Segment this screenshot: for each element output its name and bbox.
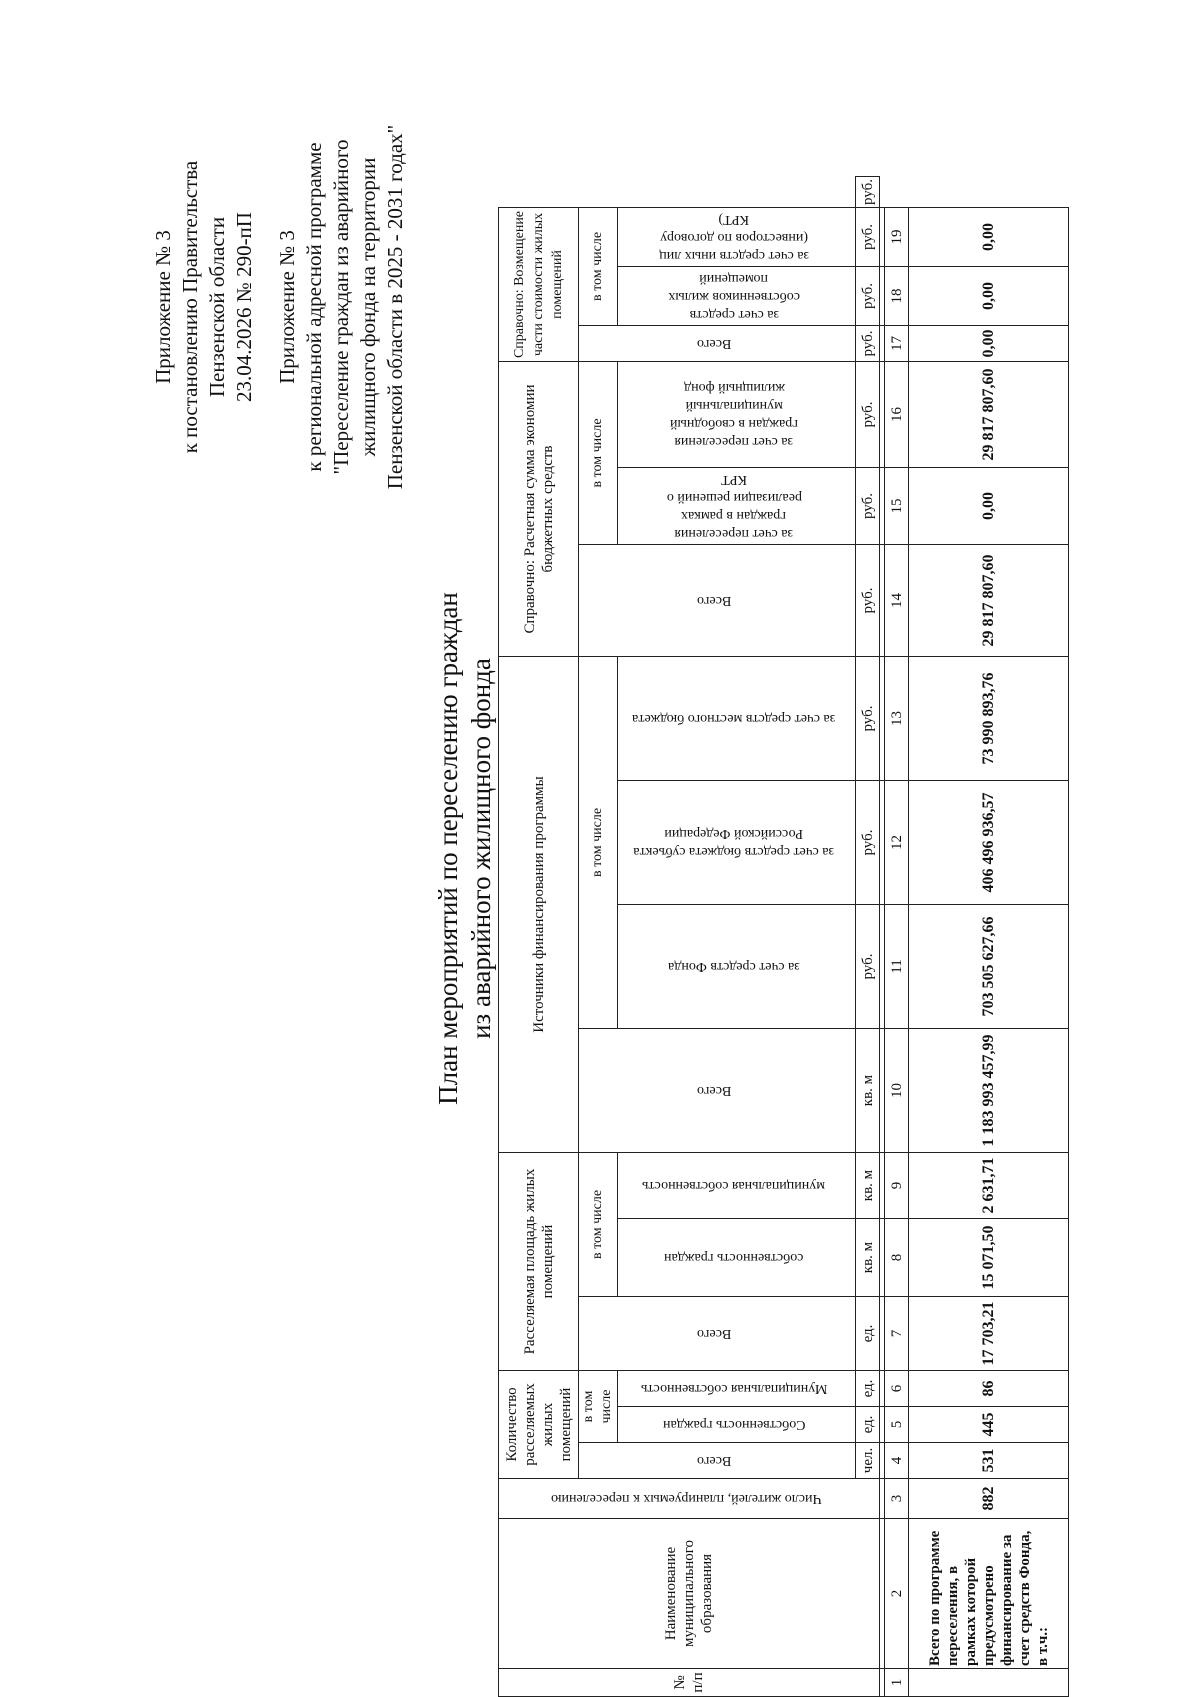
column-number: 11 bbox=[885, 905, 909, 1029]
header-rooms-group-text: Количество расселяемых жилых помещений bbox=[503, 1383, 574, 1466]
row-name-cell: Всего по программе переселения, в рамках которой предусмотрено финансирование за счет средств Фонда, в т.ч.: bbox=[909, 1519, 1069, 1669]
column-number: 7 bbox=[885, 1297, 909, 1371]
header-compensation-group-text: Справочно: Возмещение части стоимости жилых помещений bbox=[512, 210, 565, 359]
header-compensation-total bbox=[579, 326, 856, 362]
header-investors-text: за счет средств иных лиц (инвесторов по договору КРТ) bbox=[659, 212, 809, 263]
appendix-line: жилищного фонда на территории bbox=[356, 157, 380, 457]
row-value-cell: 703 505 627,66 bbox=[909, 905, 1069, 1029]
row-value-cell: 29 817 807,60 bbox=[909, 362, 1069, 468]
header-rooms-incl-text: в том числе bbox=[581, 1389, 614, 1424]
appendix-line: Пензенской области bbox=[205, 216, 229, 398]
column-number: 9 bbox=[885, 1153, 909, 1219]
appendix-line: Приложение № 3 bbox=[275, 230, 299, 384]
appendix-line: Пензенской области в 2025 - 2031 годах" bbox=[383, 124, 407, 490]
header-economy-group-text: Справочно: Расчетная сумма экономии бюджетных средств bbox=[521, 384, 556, 634]
column-number: 6 bbox=[885, 1371, 909, 1407]
column-number: 12 bbox=[885, 781, 909, 905]
header-subject-budget-text: за счет средств бюджета субъекта Российской Федерации bbox=[633, 826, 835, 860]
header-rooms-municipal bbox=[618, 1371, 856, 1407]
unit-cell: кв. м bbox=[856, 1153, 880, 1219]
column-number: 1 bbox=[885, 1669, 909, 1697]
row-value-cell: 882 bbox=[909, 1479, 1069, 1519]
header-investors bbox=[618, 208, 856, 267]
header-krt-text: за счет переселения граждан в рамках реализации решений о КРТ bbox=[666, 472, 802, 541]
plan-title-line: План мероприятий по переселению граждан bbox=[433, 592, 463, 1105]
column-number: 18 bbox=[885, 267, 909, 326]
row-value-cell: 0,00 bbox=[909, 267, 1069, 326]
row-value-cell: 0,00 bbox=[909, 208, 1069, 267]
column-number: 10 bbox=[885, 1029, 909, 1153]
row-value-cell: 29 817 807,60 bbox=[909, 545, 1069, 657]
unit-cell: ед. bbox=[856, 1371, 880, 1407]
column-number: 17 bbox=[885, 326, 909, 362]
table-row-total bbox=[909, 177, 1069, 1697]
column-number: 5 bbox=[885, 1407, 909, 1443]
unit-cell: руб. bbox=[856, 326, 880, 362]
header-area-citizens-text: собственность граждан bbox=[664, 1250, 804, 1266]
row-value-cell: 0,00 bbox=[909, 468, 1069, 545]
appendix-line: 23.04.2026 № 290-пП bbox=[232, 212, 256, 402]
row-value-cell: 86 bbox=[909, 1371, 1069, 1407]
header-economy-group bbox=[499, 362, 579, 657]
column-number: 14 bbox=[885, 545, 909, 657]
header-area-group-text: Расселяемая площадь жилых помещений bbox=[521, 1168, 556, 1355]
column-number: 16 bbox=[885, 362, 909, 468]
appendix-government-decree bbox=[150, 77, 258, 537]
header-funding-total bbox=[579, 1029, 856, 1153]
column-number: 19 bbox=[885, 208, 909, 267]
units-row bbox=[856, 177, 880, 1697]
row-value-cell: 531 bbox=[909, 1443, 1069, 1479]
header-rooms-citizens-text: Собственность граждан bbox=[662, 1417, 806, 1433]
header-funding-incl bbox=[579, 657, 618, 1029]
header-compensation-incl-text: в том числе bbox=[590, 231, 605, 302]
column-number: 15 bbox=[885, 468, 909, 545]
column-number: 13 bbox=[885, 657, 909, 781]
plan-title bbox=[432, 200, 498, 1497]
header-num bbox=[499, 1669, 880, 1697]
header-owners bbox=[618, 267, 856, 326]
header-owners-text: за счет средств собственников жилых помещений bbox=[668, 271, 800, 322]
unit-cell: чел. bbox=[856, 1443, 880, 1479]
header-local-budget-text: за счет средств местного бюджета bbox=[632, 711, 836, 727]
row-value-cell: 406 496 936,57 bbox=[909, 781, 1069, 905]
row-value-cell: 1 183 993 457,99 bbox=[909, 1029, 1069, 1153]
header-rooms-incl bbox=[579, 1371, 618, 1443]
unit-cell: руб. bbox=[856, 362, 880, 468]
header-area-total bbox=[579, 1297, 856, 1371]
header-residents bbox=[499, 1479, 880, 1519]
header-area-citizens bbox=[618, 1219, 856, 1297]
appendix-line: к региональной адресной программе bbox=[302, 142, 326, 472]
unit-cell: ед. bbox=[856, 1297, 880, 1371]
unit-cell: руб. bbox=[856, 267, 880, 326]
unit-cell: руб. bbox=[856, 208, 880, 267]
resettlement-plan-table-wrap bbox=[498, 176, 1069, 1697]
header-rooms-citizens bbox=[618, 1407, 856, 1443]
header-compensation-total-text: Всего bbox=[697, 336, 732, 352]
header-funding-group-text: Источники финансирования программы bbox=[530, 776, 547, 1033]
header-area-incl bbox=[579, 1153, 618, 1297]
header-area-group bbox=[499, 1153, 579, 1371]
header-area-municipal bbox=[618, 1153, 856, 1219]
row-num-cell bbox=[909, 1669, 1069, 1697]
header-economy-incl bbox=[579, 362, 618, 545]
unit-cell: руб. bbox=[856, 177, 880, 208]
unit-cell: руб. bbox=[856, 468, 880, 545]
unit-cell: кв. м bbox=[856, 1029, 880, 1153]
row-value-cell: 2 631,71 bbox=[909, 1153, 1069, 1219]
row-value-cell: 73 990 893,76 bbox=[909, 657, 1069, 781]
header-rooms-municipal-text: Муниципальная собственность bbox=[640, 1381, 828, 1397]
header-local-budget bbox=[618, 657, 856, 781]
header-funding-incl-text: в том числе bbox=[590, 807, 605, 878]
row-value-cell: 445 bbox=[909, 1407, 1069, 1443]
header-residents-text: Число жителей, планируемых к переселению bbox=[551, 1491, 822, 1507]
header-row-incl bbox=[579, 177, 618, 1697]
unit-cell: ед. bbox=[856, 1407, 880, 1443]
unit-cell: руб. bbox=[856, 905, 880, 1029]
header-free-fund bbox=[618, 362, 856, 468]
header-subject-budget bbox=[618, 781, 856, 905]
appendix-line: Приложение № 3 bbox=[151, 230, 175, 384]
unit-cell: руб. bbox=[856, 545, 880, 657]
header-economy-total bbox=[579, 545, 856, 657]
header-krt bbox=[618, 468, 856, 545]
appendix-line: к постановлению Правительства bbox=[178, 160, 202, 454]
header-name-text: Наименование муниципального образования bbox=[663, 1539, 715, 1648]
header-num-text: № п/п bbox=[672, 1672, 706, 1693]
resettlement-plan-table bbox=[498, 176, 1069, 1697]
header-rooms-total bbox=[579, 1443, 856, 1479]
column-number: 3 bbox=[885, 1479, 909, 1519]
appendix-line: "Переселение граждан из аварийного bbox=[329, 139, 353, 475]
header-free-fund-text: за счет переселения граждан в свободный муниципальный жилищный фонд bbox=[669, 380, 799, 450]
header-economy-total-text: Всего bbox=[697, 593, 732, 609]
column-numbers-row bbox=[885, 177, 909, 1697]
plan-title-line: из аварийного жилищного фонда bbox=[466, 658, 496, 1039]
unit-cell: руб. bbox=[856, 657, 880, 781]
header-area-incl-text: в том числе bbox=[590, 1189, 605, 1260]
header-name bbox=[499, 1519, 880, 1669]
header-funding-group bbox=[499, 657, 579, 1153]
column-number: 8 bbox=[885, 1219, 909, 1297]
appendix-regional-program bbox=[274, 77, 409, 537]
header-row-groups bbox=[499, 177, 579, 1697]
header-area-municipal-text: муниципальная собственность bbox=[642, 1178, 826, 1194]
unit-cell: руб. bbox=[856, 781, 880, 905]
header-fund-text: за счет средств Фонда bbox=[668, 959, 800, 975]
row-value-cell: 0,00 bbox=[909, 326, 1069, 362]
header-compensation-incl bbox=[579, 208, 618, 326]
header-rooms-total-text: Всего bbox=[697, 1453, 732, 1469]
row-value-cell: 15 071,50 bbox=[909, 1219, 1069, 1297]
header-fund bbox=[618, 905, 856, 1029]
header-compensation-group bbox=[499, 208, 579, 362]
unit-cell: кв. м bbox=[856, 1219, 880, 1297]
header-rooms-group bbox=[499, 1371, 579, 1479]
column-number: 2 bbox=[885, 1519, 909, 1669]
row-value-cell: 17 703,21 bbox=[909, 1297, 1069, 1371]
header-area-total-text: Всего bbox=[697, 1326, 732, 1342]
header-funding-total-text: Всего bbox=[697, 1083, 732, 1099]
column-number: 4 bbox=[885, 1443, 909, 1479]
header-economy-incl-text: в том числе bbox=[590, 418, 605, 488]
